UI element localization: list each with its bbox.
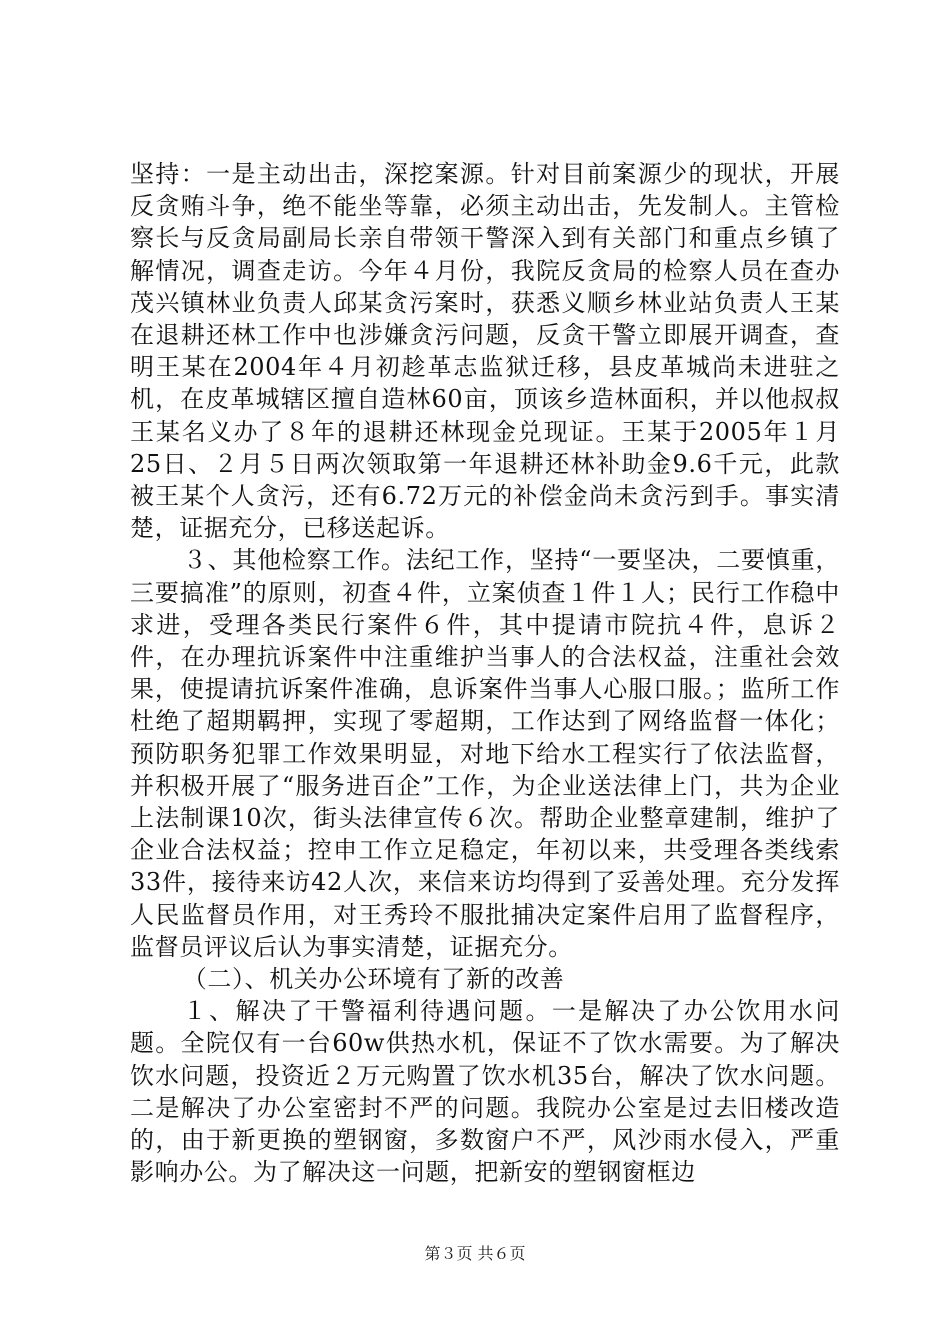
section-heading-office-environment: （二）、机关办公环境有了新的改善	[182, 965, 565, 994]
page-footer: 第３页 共６页	[424, 1244, 526, 1263]
paragraph-case-source: 坚持：一是主动出击，深挖案源。针对目前案源少的现状，开展反贪贿斗争，绝不能坐等靠，必须主动出击，先发制人。主管检察长与反贪局副局长亲自带领干警深入到有关部门和重点乡镇了解情况，调查走访。今年４月份，我院反贪局的检察人员在查办茂兴镇林业负责人邱某贪污案时，获悉义顺乡林业站负责人王某在退耕还林工作中也涉嫌贪污问题，反贪干警立即展开调查，查明王某在2004年４月初趁革志监狱迁移，县皮革城尚未进驻之机，在皮革城辖区擅自造林60亩，顶该乡造林面积，并以他叔叔王某名义办了８年的退耕还林现金兑现证。王某于2005年１月25日、２月５日两次领取第一年退耕还林补助金9.6千元，此款被王某个人贪污，还有6.72万元的补偿金尚未贪污到手。事实清楚，证据充分，已移送起诉。	[130, 160, 840, 543]
document-body	[130, 158, 840, 1189]
paragraph-other-procuratorial-work: ３、其他检察工作。法纪工作，坚持“一要坚决，二要慎重，三要搞准”的原则，初查４件，立案侦查１件１人；民行工作稳中求进，受理各类民行案件６件，其中提请市院抗４件，息诉２件，在办理抗诉案件中注重维护当事人的合法权益，注重社会效果，使提请抗诉案件准确，息诉案件当事人心服口服。；监所工作杜绝了超期羁押，实现了零超期，工作达到了网络监督一体化；预防职务犯罪工作效果明显，对地下给水工程实行了依法监督，并积极开展了“服务进百企”工作，为企业送法律上门，共为企业上法制课10次，街头法律宣传６次。帮助企业整章建制，维护了企业合法权益；控申工作立足稳定，年初以来，共受理各类线索33件，接待来访42人次，来信来访均得到了妥善处理。充分发挥人民监督员作用，对王秀玲不服批捕决定案件启用了监督程序，监督员评议后认为事实清楚，证据充分。	[130, 546, 840, 961]
paragraph-staff-welfare: １、解决了干警福利待遇问题。一是解决了办公饮用水问题。全院仅有一台60w供热水机，保证不了饮水需要。为了解决饮水问题，投资近２万元购置了饮水机35台，解决了饮水问题。二是解决了办公室密封不严的问题。我院办公室是过去旧楼改造的，由于新更换的塑钢窗，多数窗户不严，风沙雨水侵入，严重影响办公。为了解决这一问题，把新安的塑钢窗框边	[130, 997, 840, 1187]
